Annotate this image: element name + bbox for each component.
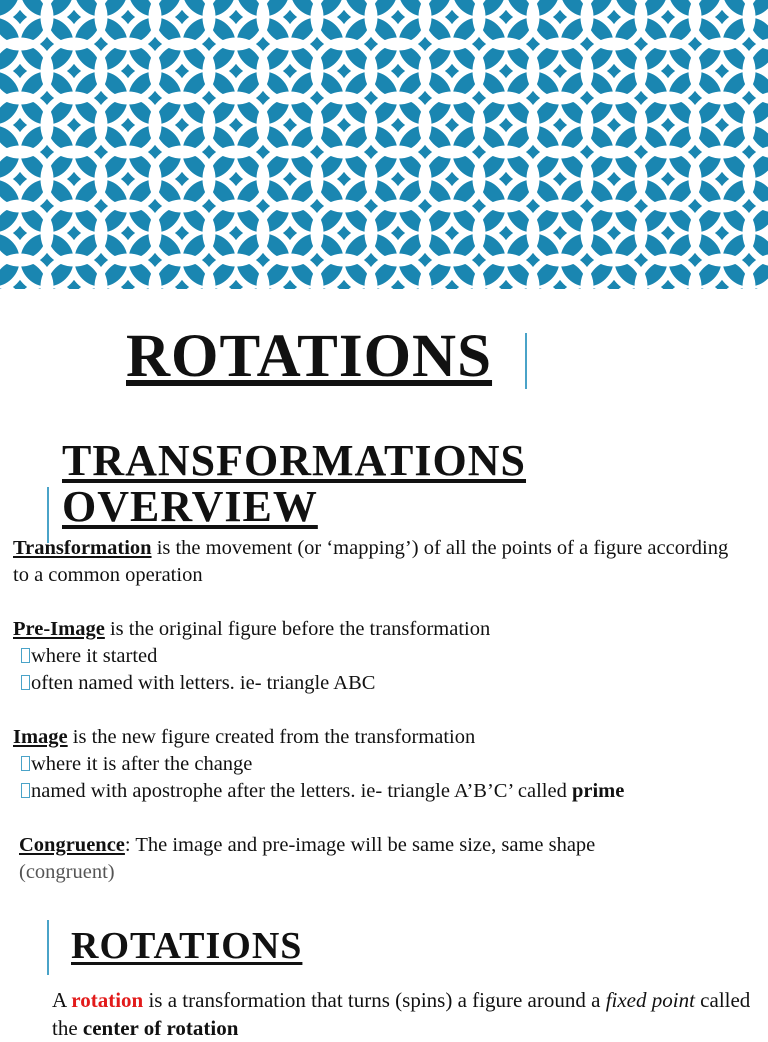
- rotation-definition: [52, 986, 752, 1042]
- transformation-definition: [13, 535, 733, 589]
- list-item: [13, 778, 733, 805]
- prime-term: prime: [571, 780, 625, 802]
- term-image: Image: [13, 726, 68, 748]
- text-part: called the: [52, 988, 751, 1040]
- term-rotation: rotation: [71, 988, 144, 1012]
- bullet-icon: [21, 675, 30, 690]
- title-accent-bar: [47, 920, 49, 975]
- decorative-banner: [0, 0, 768, 289]
- bullet-text: where it is after the change: [31, 753, 253, 775]
- bullet-text: named with apostrophe after the letters. ie- triangle A’B’C’ called: [31, 780, 572, 802]
- list-item: [13, 670, 733, 697]
- term-congruence: Congruence: [19, 834, 125, 856]
- list-item: [13, 643, 733, 670]
- definition-text: : The image and pre-image will be same size, same shape: [124, 834, 596, 856]
- image-definition: [13, 724, 733, 751]
- definition-text: is the original figure before the transformation: [104, 618, 491, 640]
- slide-title-transformations-overview: [62, 438, 526, 530]
- bullet-icon: [21, 648, 30, 663]
- list-item: [13, 751, 733, 778]
- text-part: A: [52, 988, 72, 1012]
- bullet-icon: [21, 756, 30, 771]
- title-line-2: OVERVIEW: [62, 482, 318, 531]
- title-line-1: TRANSFORMATIONS: [62, 436, 527, 485]
- definition-text: is the new figure created from the transformation: [67, 726, 476, 748]
- circle-lattice-pattern: [0, 0, 768, 289]
- definition-text: is the movement (or ‘mapping’) of all the points of a figure according to a common operation: [13, 537, 729, 586]
- overview-body: [13, 535, 733, 883]
- term-pre-image: Pre-Image: [13, 618, 105, 640]
- term-center-of-rotation: center of rotation: [82, 1016, 239, 1040]
- term-transformation: Transformation: [13, 537, 152, 559]
- title-accent-bar: [525, 333, 527, 389]
- bullet-text: where it started: [31, 645, 158, 667]
- pre-image-definition: [13, 616, 733, 643]
- bullet-icon: [21, 783, 30, 798]
- slide-title-rotations-section: ROTATIONS: [71, 925, 303, 967]
- text-part: is a transformation that turns (spins) a figure around a: [143, 988, 606, 1012]
- bullet-text: often named with letters. ie- triangle ABC: [31, 672, 376, 694]
- slide-title-rotations: ROTATIONS: [126, 323, 493, 390]
- term-fixed-point: fixed point: [605, 988, 695, 1012]
- congruence-definition: [13, 832, 733, 859]
- congruence-cut-line: (congruent): [19, 861, 115, 883]
